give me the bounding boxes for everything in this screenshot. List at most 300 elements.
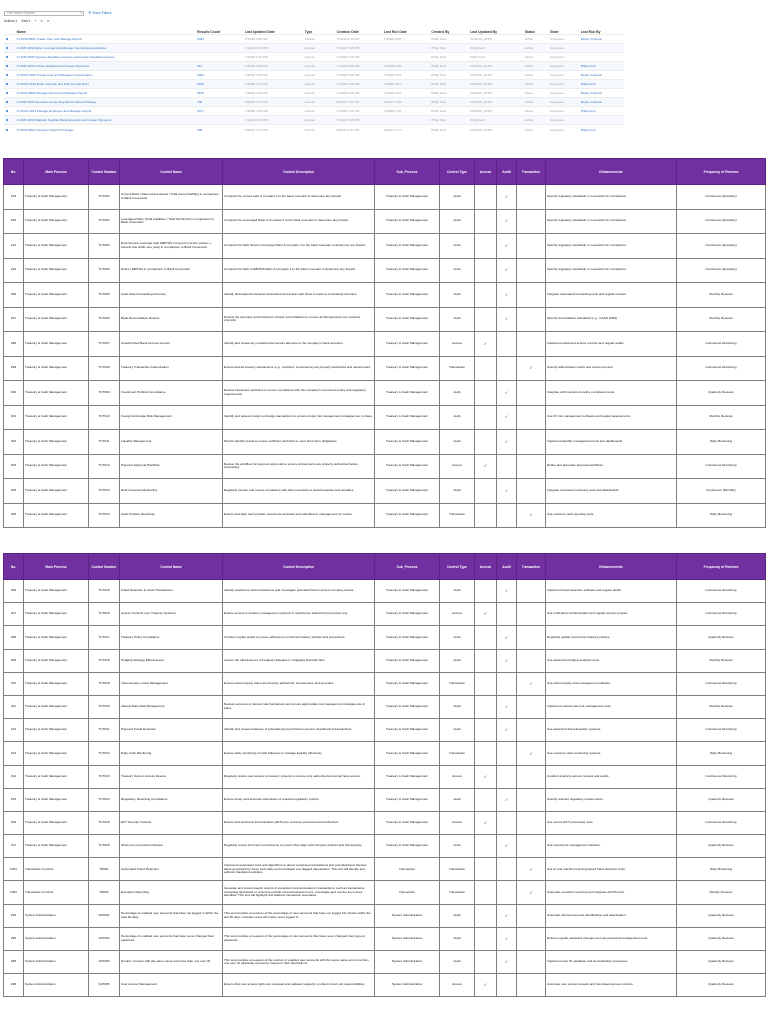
table-cell: 309: [4, 649, 24, 672]
column-header[interactable]: State: [550, 29, 559, 34]
table-cell: Treasury & Cash Management: [375, 811, 440, 834]
row-marker[interactable]: [4, 107, 15, 116]
refresh-icon[interactable]: ⟳: [47, 18, 50, 23]
table-cell: Use multi-factor authentication and regular access reviews.: [546, 603, 677, 626]
table-cell: Identify and assess foreign exchange transactions to ensure proper risk management strategies are in place.: [223, 405, 375, 430]
checkmark-icon: ✓: [497, 381, 517, 406]
table-cell: Review exposure to interest rate fluctuations and ensure appropriate risk management strategies are in place.: [223, 695, 375, 718]
table-cell: Transaction Controls: [24, 858, 89, 881]
bullet-icon: [6, 83, 8, 85]
row-marker[interactable]: [4, 70, 15, 79]
table-cell: 297: [4, 307, 24, 332]
table-cell: [517, 603, 546, 626]
table-cell: [497, 765, 517, 788]
search-placeholder: Find Action Reports: [7, 10, 35, 15]
table-cell: TCT015: [89, 580, 120, 603]
table-row[interactable]: [4, 61, 624, 70]
table-cell: 302: [4, 430, 24, 455]
row-marker[interactable]: [4, 89, 15, 98]
table-cell: [497, 503, 517, 528]
table-cell: Conduct regular audits to ensure adherence to internal treasury policies and procedures.: [223, 626, 375, 649]
table-cell: 430: [195, 125, 243, 134]
table-cell: Philip Kent: [429, 107, 468, 116]
table-cell: Continuous Monitoring: [677, 356, 766, 381]
table-cell: Continuous (Quarterly): [677, 209, 766, 234]
report-name-link[interactable]: CI-HCM-0001 Create User and Manage Payroll: [15, 34, 195, 43]
checkmark-icon: ✓: [497, 209, 517, 234]
table-cell: 5/24/21 4:41 PM: [243, 98, 303, 107]
table-cell: Percentage of enabled user accounts that have not logged in within the past 90 days: [120, 904, 223, 927]
row-marker[interactable]: [4, 79, 15, 88]
table-cell: Approved: [548, 89, 579, 98]
table-cell: Cash Flow Forecasting Accuracy: [120, 283, 223, 308]
table-cell: Treasury & Cash Management: [24, 788, 89, 811]
table-cell: Treasury & Cash Management: [375, 603, 440, 626]
table-cell: 702: [195, 98, 243, 107]
table-cell: Audit: [440, 927, 475, 950]
table-cell: [382, 116, 429, 125]
column-header[interactable]: Status: [524, 29, 536, 34]
table-cell: 306: [4, 580, 24, 603]
table-cell: Treasury & Cash Management: [375, 356, 440, 381]
checkmark-icon: ✓: [497, 695, 517, 718]
table-cell: 7/15/20 3:07 PM: [243, 79, 303, 88]
table-cell: Continuous Monitoring: [677, 580, 766, 603]
table-cell: Audit: [440, 479, 475, 504]
bullet-icon: [6, 56, 8, 58]
table-cell: Treasury & Cash Management: [375, 258, 440, 283]
report-toolbar: [4, 9, 764, 17]
table-cell: TCT003: [89, 185, 120, 210]
table-cell: Monthly Reviews: [677, 695, 766, 718]
column-header[interactable]: Last Run Date: [383, 29, 407, 34]
table-cell: Unauthorized Bank Account Access: [120, 332, 223, 357]
table-cell: System Administration: [24, 927, 89, 950]
table-cell: Treasury & Cash Management: [24, 580, 89, 603]
table-cell: [195, 52, 243, 61]
row-marker[interactable]: [4, 34, 15, 43]
report-name-link[interactable]: CI-HCM-A021 Manage Employee and Manage Payroll: [15, 107, 195, 116]
table-cell: 307: [4, 603, 24, 626]
view-label: View: [21, 18, 28, 23]
table-cell: Treasury & Cash Management: [24, 479, 89, 504]
table-cell: 7/14/20 6:18 PM: [243, 116, 303, 125]
checkmark-icon: ✓: [497, 307, 517, 332]
table-cell: TCT016: [89, 603, 120, 626]
checkmark-icon: ✓: [517, 742, 546, 765]
bullet-icon: [6, 101, 8, 103]
table-row[interactable]: [4, 116, 624, 125]
table-cell: 7/15/20 3:03 ...: [382, 70, 429, 79]
table-cell: TCT025: [89, 811, 120, 834]
table-cell: Active: [523, 70, 548, 79]
table-cell: Ensure access to treasury management systems is restricted to authorized personnel only.: [223, 603, 375, 626]
table-cell: Access: [303, 43, 328, 52]
table-cell: Treasury System Access Review: [120, 765, 223, 788]
table-row: [4, 454, 766, 479]
table-cell: Investment Portfolio Compliance: [120, 381, 223, 406]
table-cell: TR001: [89, 858, 120, 881]
table-cell: 222: [4, 258, 24, 283]
table-cell: [382, 52, 429, 61]
table-cell: 5404: [195, 70, 243, 79]
checkmark-icon: ✓: [475, 811, 497, 834]
table-cell: Continuous (Quarterly): [677, 185, 766, 210]
table-cell: Treasury & Cash Management: [375, 719, 440, 742]
table-cell: Automate user access reviews and role-based access controls.: [546, 974, 677, 997]
table-cell: System Administration: [375, 927, 440, 950]
table-cell: Treasury & Cash Management: [24, 811, 89, 834]
report-name-link[interactable]: CI-P2P-0003 Create Suppliers and Create Payments: [15, 61, 195, 70]
search-input[interactable]: [4, 11, 84, 16]
table-cell: Implement fraud detection software and regular audits.: [546, 580, 677, 603]
table-cell: Audit: [440, 951, 475, 974]
table-cell: Treasury & Cash Management: [24, 835, 89, 858]
bullet-icon: [6, 119, 8, 121]
table-row[interactable]: [4, 43, 624, 52]
table-cell: Audit: [440, 719, 475, 742]
report-name-link[interactable]: CI-HCM-A010 Create User and Manage Compensation: [15, 70, 195, 79]
table-cell: Treasury & Cash Management: [24, 430, 89, 455]
table-cell: Treasury & Cash Management: [24, 209, 89, 234]
table-row: [4, 332, 766, 357]
table-cell: This test provides a measure of the percentage of user accounts that have never changed their sign-on password.: [223, 927, 375, 950]
table-row: [4, 580, 766, 603]
table-cell: EFT Security Controls: [120, 811, 223, 834]
table-cell: Treasury & Cash Management: [375, 381, 440, 406]
table-row: [4, 811, 766, 834]
table-cell: Define and automate approval workflows.: [546, 454, 677, 479]
table-cell: Implement advanced access controls and regular audits.: [546, 332, 677, 357]
table-cell: Treasury & Cash Management: [24, 719, 89, 742]
table-cell: [328, 34, 335, 43]
report-name-link[interactable]: CI-HCM-0003 Manage Person and Manage Payroll: [15, 89, 195, 98]
table-cell: 5/26/21 1:37 PM: [243, 125, 303, 134]
table-cell: Philip Kent: [579, 125, 624, 134]
table-cell: Use secure EFT processing tools.: [546, 811, 677, 834]
table-cell: Treasury & Cash Management: [375, 672, 440, 695]
table-cell: Access: [440, 332, 475, 357]
table-cell: Quarterly Reviews: [677, 974, 766, 997]
table-cell: Bank Reconciliation Review: [120, 307, 223, 332]
report-name-link[interactable]: CI-HCM-0003 Sensitive Payroll Privileges: [15, 125, 195, 134]
table-cell: Treasury & Cash Management: [375, 626, 440, 649]
table-row: [4, 503, 766, 528]
table-cell: Audit: [440, 234, 475, 259]
table-cell: [517, 209, 546, 234]
table-row[interactable]: [4, 70, 624, 79]
table-cell: [579, 52, 624, 61]
table-cell: Regularly review user access to treasury systems to ensure only authorized personnel have access.: [223, 765, 375, 788]
table-cell: System Administration: [24, 951, 89, 974]
table-cell: Ensure that all treasury transactions (e.g., transfers, investments) are properly authorized and documented.: [223, 356, 375, 381]
column-header[interactable]: [328, 26, 335, 34]
table-cell: Danny Johnson: [579, 89, 624, 98]
table-cell: 300: [4, 381, 24, 406]
row-marker[interactable]: [4, 125, 15, 134]
table-cell: Treasury & Cash Management: [24, 405, 89, 430]
table-cell: [475, 356, 497, 381]
table-cell: Philip Kent: [579, 79, 624, 88]
column-header: Enhancements: [546, 159, 677, 185]
chevron-down-icon[interactable]: ▾: [80, 10, 82, 15]
table-cell: Monthly Reviews: [677, 283, 766, 308]
table-cell: Philip Kent: [468, 52, 523, 61]
table-cell: [475, 927, 497, 950]
column-header[interactable]: Last Run By: [580, 29, 601, 34]
row-marker[interactable]: [4, 52, 15, 61]
table-cell: Philip Kent: [468, 116, 523, 125]
table-cell: Continuous Monitoring: [677, 719, 766, 742]
table-cell: System Administration: [24, 974, 89, 997]
table-cell: 7/15/20 3:06 ...: [382, 107, 429, 116]
table-cell: Treasury & Cash Management: [24, 258, 89, 283]
table-cell: 316: [4, 811, 24, 834]
column-header: No.: [4, 159, 24, 185]
table-cell: Specify regulatory standards or covenants for comparison.: [546, 185, 677, 210]
table-cell: Quarterly Reviews: [677, 904, 766, 927]
table-cell: 312: [4, 719, 24, 742]
action-reports-panel: [4, 9, 764, 151]
table-cell: Treasury & Cash Management: [375, 454, 440, 479]
row-marker[interactable]: [4, 98, 15, 107]
report-name-link[interactable]: CI-P2P-0003 Approve Payables Invoices and Create Payables Invoices: [15, 52, 195, 61]
controls-table-header: [4, 554, 766, 580]
table-cell: 7/15/20 3:06 AM: [243, 34, 303, 43]
table-cell: Transaction: [440, 742, 475, 765]
table-row: [4, 835, 766, 858]
table-cell: Access: [440, 765, 475, 788]
reports-table: [4, 26, 624, 134]
report-name-link[interactable]: CI-P2P-0002 Enter Journals and Manage Journal Approval Rules: [15, 43, 195, 52]
table-cell: TCT013: [89, 479, 120, 504]
report-name-link[interactable]: CI-P2P-0003 Sensitive Accounting Period Status Privilege: [15, 98, 195, 107]
column-header[interactable]: Created By: [431, 29, 450, 34]
table-cell: Intercompany Loans Management: [120, 672, 223, 695]
table-cell: Approved: [548, 79, 579, 88]
column-header[interactable]: Type: [304, 29, 313, 34]
table-cell: FUSION_APPS: [468, 125, 523, 134]
table-cell: [328, 116, 335, 125]
column-header[interactable]: Creation Date: [336, 29, 359, 34]
table-cell: Philip Kent: [429, 125, 468, 134]
table-cell: Access Controls over Treasury Systems: [120, 603, 223, 626]
checkmark-icon: ✓: [497, 927, 517, 950]
table-cell: 317: [4, 835, 24, 858]
bullet-icon: [6, 129, 8, 131]
table-cell: Regularly review short-term investments to ensure they align with company policies and risk appetite.: [223, 835, 375, 858]
table-cell: Active: [523, 52, 548, 61]
table-cell: Quarterly Reviews: [677, 788, 766, 811]
table-cell: Philip Kent: [429, 98, 468, 107]
table-cell: Approved: [548, 34, 579, 43]
table-cell: Philip Kent: [429, 116, 468, 125]
table-cell: Quarterly Reviews: [677, 927, 766, 950]
table-cell: 7/14/20 5:18 PM: [335, 43, 382, 52]
table-cell: Liquidity Management: [120, 430, 223, 455]
checkmark-icon: ✓: [497, 719, 517, 742]
row-marker[interactable]: [4, 116, 15, 125]
table-cell: [328, 52, 335, 61]
table-cell: [579, 43, 624, 52]
table-cell: Treasury & Cash Management: [375, 430, 440, 455]
table-cell: [517, 927, 546, 950]
table-cell: 7/14/20 5:18 PM: [243, 43, 303, 52]
table-cell: Continuous Monitoring: [677, 672, 766, 695]
table-cell: Audit: [440, 283, 475, 308]
table-cell: [517, 430, 546, 455]
table-cell: Philip Kent: [429, 79, 468, 88]
table-row[interactable]: [4, 89, 624, 98]
table-cell: [517, 974, 546, 997]
table-cell: [475, 580, 497, 603]
column-header[interactable]: Results Count: [197, 29, 221, 34]
table-cell: Treasury & Cash Management: [24, 307, 89, 332]
table-cell: Daily Monitoring: [677, 858, 766, 881]
report-name-link[interactable]: CI-HCM-A010 Enter Journals and Post Journal Entry: [15, 79, 195, 88]
add-icon[interactable]: +: [34, 18, 37, 23]
table-cell: Daily Cash Monitoring: [120, 742, 223, 765]
table-cell: [475, 788, 497, 811]
table-cell: TCT021: [89, 719, 120, 742]
table-cell: Specify reconciliation standards (e.g., GAAP, IFRS).: [546, 307, 677, 332]
table-row: [4, 234, 766, 259]
column-header: Transaction: [517, 159, 546, 185]
table-cell: Treasury & Cash Management: [24, 765, 89, 788]
table-cell: Treasury & Cash Management: [24, 234, 89, 259]
column-header[interactable]: [4, 26, 15, 34]
bullet-icon: [6, 74, 8, 76]
checkmark-icon: ✓: [497, 258, 517, 283]
table-cell: System Administration: [375, 904, 440, 927]
table-row[interactable]: [4, 34, 624, 43]
table-cell: Active: [523, 79, 548, 88]
table-cell: Continuous Monitoring: [677, 454, 766, 479]
table-cell: Use AI and machine learning-based fraud detection tools.: [546, 858, 677, 881]
table-cell: [475, 430, 497, 455]
table-cell: Philip Kent: [468, 43, 523, 52]
table-cell: 7/15/20 3:06 ...: [382, 61, 429, 70]
table-cell: Treasury & Cash Management: [375, 503, 440, 528]
actions-menu-button[interactable]: [4, 19, 17, 23]
edit-icon[interactable]: ✎: [40, 18, 44, 23]
table-cell: [475, 904, 497, 927]
table-row: [4, 209, 766, 234]
table-cell: 7/14/20 6:16 PM: [335, 34, 382, 43]
row-marker[interactable]: [4, 61, 15, 70]
table-cell: Access: [303, 89, 328, 98]
table-cell: This test provides a measure of the percentage of user accounts that have not logged into Oracle within the last 90 days. Includes users who have never logged in.: [223, 904, 375, 927]
table-cell: Specify regulatory standards or covenants for comparison.: [546, 258, 677, 283]
view-menu-button[interactable]: [21, 19, 30, 23]
table-row: [4, 881, 766, 904]
table-cell: Active: [523, 125, 548, 134]
table-cell: [475, 479, 497, 504]
table-cell: [475, 283, 497, 308]
table-cell: 310: [4, 672, 24, 695]
table-row[interactable]: [4, 107, 624, 116]
table-cell: Monthly Reviews: [677, 649, 766, 672]
table-cell: Review the accuracy and timeliness of bank reconciliations to ensure all discrepancies are resolved promptly.: [223, 307, 375, 332]
table-row: [4, 904, 766, 927]
row-marker[interactable]: [4, 43, 15, 52]
table-cell: SAT003: [89, 951, 120, 974]
table-cell: 5/26/21 1:37 ...: [382, 125, 429, 134]
column-header: Frequency of Reviews: [677, 554, 766, 580]
table-cell: [475, 307, 497, 332]
table-cell: System Administration: [375, 974, 440, 997]
table-cell: Treasury & Cash Management: [375, 332, 440, 357]
column-header[interactable]: Last Updated By: [470, 29, 497, 34]
table-cell: 7/15/20 3:06 PM: [243, 61, 303, 70]
table-cell: Treasury & Cash Management: [375, 835, 440, 858]
table-cell: Use real-time cash monitoring systems.: [546, 742, 677, 765]
table-cell: Audit: [440, 835, 475, 858]
table-cell: [517, 185, 546, 210]
controls-table-header: [4, 159, 766, 185]
checkmark-icon: ✓: [517, 881, 546, 904]
table-cell: Continuous (Quarterly): [677, 258, 766, 283]
table-cell: Treasury & Cash Management: [24, 695, 89, 718]
table-row[interactable]: [4, 98, 624, 107]
table-row: [4, 951, 766, 974]
table-cell: Philip Kent: [429, 43, 468, 52]
table-cell: Compute the Debt to EBITDA Ratio & Compare it to the bank covenant to determine any breach.: [223, 258, 375, 283]
report-name-link[interactable]: CI-P2P-0003 Maintain Supplier Bank Accounts and Create Payments: [15, 116, 195, 125]
table-cell: TR002: [89, 881, 120, 904]
show-filters-button[interactable]: [88, 11, 111, 15]
table-cell: Access: [440, 603, 475, 626]
column-header[interactable]: Name: [16, 29, 26, 34]
table-cell: Transaction: [440, 672, 475, 695]
table-cell: Approved: [548, 116, 579, 125]
table-cell: SAT005: [89, 974, 120, 997]
table-row[interactable]: [4, 125, 624, 134]
table-row: [4, 788, 766, 811]
reports-table-header: [4, 26, 624, 34]
table-row[interactable]: [4, 52, 624, 61]
column-header: Audit: [497, 159, 517, 185]
table-cell: Daily Monitoring: [677, 430, 766, 455]
table-cell: Philip Kent: [429, 70, 468, 79]
table-cell: [517, 580, 546, 603]
table-cell: 5/24/21 4:41 PM: [335, 98, 382, 107]
column-header: Control Number: [89, 554, 120, 580]
table-cell: Automate dormant account identification and deactivation.: [546, 904, 677, 927]
table-cell: Treasury & Cash Management: [375, 765, 440, 788]
table-row: [4, 974, 766, 997]
table-cell: [579, 116, 624, 125]
table-cell: Regularly monitor and review compliance with debt covenants to avoid breaches and penalties.: [223, 479, 375, 504]
table-cell: Approved: [548, 61, 579, 70]
table-cell: Treasury & Cash Management: [375, 695, 440, 718]
column-header: Control Name: [120, 159, 223, 185]
table-cell: [517, 283, 546, 308]
table-cell: Approved: [548, 70, 579, 79]
table-row[interactable]: [4, 79, 624, 88]
table-cell: [475, 258, 497, 283]
checkmark-icon: ✓: [497, 649, 517, 672]
table-cell: TCT011: [89, 430, 120, 455]
checkmark-icon: ✓: [497, 405, 517, 430]
table-row: [4, 695, 766, 718]
table-cell: [328, 61, 335, 70]
table-cell: Transaction: [440, 503, 475, 528]
table-cell: 219: [4, 185, 24, 210]
table-cell: 7/14/20 5:18 PM: [335, 79, 382, 88]
table-cell: Daily Monitoring: [677, 742, 766, 765]
column-header[interactable]: Last Updated Date: [244, 29, 275, 34]
